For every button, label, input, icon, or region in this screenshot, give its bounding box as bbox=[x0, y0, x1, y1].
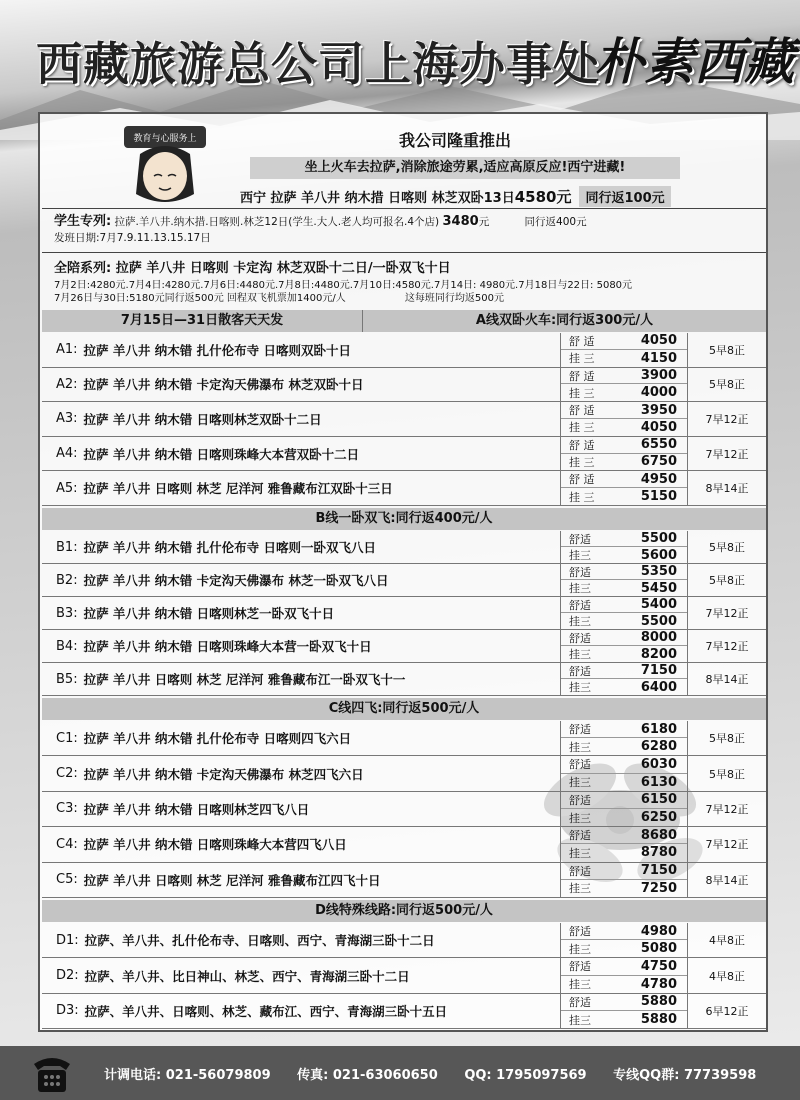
route-desc bbox=[56, 827, 347, 861]
route-row bbox=[42, 827, 766, 862]
price-row-standard bbox=[561, 1011, 687, 1028]
allroute-desc: 拉萨 羊八井 日喀则 卡定沟 林芝双卧十二日/一卧双飞十日 bbox=[115, 261, 451, 276]
route-code: C1: bbox=[56, 730, 78, 746]
route-row bbox=[42, 863, 766, 898]
meal-info: 5早8正 bbox=[709, 574, 745, 587]
route-text: 拉萨 羊八井 纳木错 卡定沟天佛瀑布 林芝一卧双飞八日 bbox=[83, 573, 389, 588]
price-row-standard bbox=[561, 880, 687, 897]
route-row bbox=[42, 564, 766, 597]
promo-price: 4580元 bbox=[514, 188, 572, 206]
route-text: 拉萨 羊八井 纳木错 扎什伦布寺 日喀则双卧十日 bbox=[83, 342, 351, 358]
price-value: 8200 bbox=[640, 646, 677, 662]
meal-info: 5早8正 bbox=[709, 541, 745, 554]
price-type: 舒适 bbox=[569, 723, 591, 737]
price-value: 6400 bbox=[640, 679, 677, 695]
price-type: 挂三 bbox=[569, 882, 591, 896]
price-cell bbox=[560, 471, 688, 505]
route-desc bbox=[56, 437, 359, 471]
price-type: 挂 三 bbox=[569, 455, 595, 469]
meal-info: 4早8正 bbox=[709, 934, 745, 948]
contact-qq-group: 专线QQ群: 77739598 bbox=[613, 1068, 757, 1083]
price-row-standard bbox=[561, 580, 687, 596]
price-cell bbox=[560, 333, 688, 367]
price-type: 舒适 bbox=[569, 598, 591, 612]
allroute-label: 全陪系列: bbox=[54, 261, 112, 276]
divider bbox=[42, 208, 766, 209]
route-text: 拉萨 羊八井 纳木错 卡定沟天佛瀑布 林芝四飞六日 bbox=[83, 766, 364, 782]
price-row-comfort bbox=[561, 756, 687, 773]
telephone-icon bbox=[30, 1052, 74, 1094]
meal-info: 7早12正 bbox=[705, 802, 749, 816]
price-type: 挂三 bbox=[569, 740, 591, 754]
price-value: 4150 bbox=[640, 350, 677, 366]
price-type: 挂三 bbox=[569, 1013, 591, 1027]
price-type: 挂三 bbox=[569, 978, 591, 992]
route-code: A5: bbox=[56, 480, 78, 496]
route-code: A1: bbox=[56, 342, 78, 358]
price-type: 挂三 bbox=[569, 681, 591, 694]
price-row-standard bbox=[561, 646, 687, 662]
route-desc bbox=[56, 792, 309, 826]
route-desc bbox=[56, 663, 405, 695]
price-value: 7250 bbox=[640, 880, 677, 896]
meal-info: 5早8正 bbox=[709, 732, 745, 746]
student-price: 3480 bbox=[442, 214, 479, 229]
route-row bbox=[42, 368, 766, 403]
route-desc bbox=[56, 863, 381, 897]
promo-route-text: 西宁 拉萨 羊八井 纳木措 日喀则 林芝双卧13日 bbox=[240, 191, 515, 206]
price-type: 舒适 bbox=[569, 793, 591, 807]
contact-fax: 传真: 021-63060650 bbox=[297, 1068, 438, 1083]
price-value: 6750 bbox=[640, 454, 677, 470]
price-type: 舒 适 bbox=[569, 473, 595, 487]
price-type: 舒适 bbox=[569, 960, 591, 974]
route-desc bbox=[56, 597, 334, 629]
student-label: 学生专列: bbox=[54, 214, 112, 229]
price-row-standard bbox=[561, 774, 687, 791]
student-section bbox=[54, 214, 754, 246]
meal-info: 4早8正 bbox=[709, 969, 745, 983]
route-text: 拉萨 羊八井 纳木错 日喀则林芝四飞八日 bbox=[83, 801, 310, 817]
route-text: 拉萨 羊八井 日喀则 林芝 尼洋河 雅鲁藏布江一卧双飞十一 bbox=[83, 672, 406, 687]
promo-route bbox=[240, 186, 671, 207]
price-row-standard bbox=[561, 419, 687, 436]
slogan-logo: 朴素西藏 bbox=[594, 33, 794, 91]
price-row-standard bbox=[561, 809, 687, 826]
price-type: 挂三 bbox=[569, 811, 591, 825]
price-type: 舒 适 bbox=[569, 334, 595, 348]
price-value: 5880 bbox=[640, 994, 677, 1010]
price-cell bbox=[560, 923, 688, 957]
section-a-right: A线双卧火车:同行返300元/人 bbox=[362, 310, 766, 332]
route-row bbox=[42, 958, 766, 993]
allroute-dates-line1: 7月2日:4280元.7月4日:4280元.7月6日:4480元.7月8日:4480元.7月10日:4580元.7月14日: 4980元.7月18日与22日: 5080元 bbox=[54, 280, 633, 291]
price-value: 6150 bbox=[640, 792, 677, 808]
contact-tel: 计调电话: 021-56079809 bbox=[104, 1068, 271, 1083]
route-text: 拉萨 羊八井 纳木错 日喀则珠峰大本营四飞八日 bbox=[83, 837, 347, 853]
price-row-standard bbox=[561, 679, 687, 695]
price-value: 5400 bbox=[640, 597, 677, 612]
price-value: 5450 bbox=[640, 580, 677, 596]
price-value: 4750 bbox=[640, 958, 677, 974]
price-value: 5080 bbox=[640, 941, 677, 957]
price-value: 4050 bbox=[640, 419, 677, 435]
meal-info: 5早8正 bbox=[709, 767, 745, 781]
route-desc bbox=[56, 333, 351, 367]
price-type: 舒适 bbox=[569, 631, 591, 645]
price-row-comfort bbox=[561, 792, 687, 809]
meal-info: 5早8正 bbox=[709, 378, 745, 392]
price-type: 挂三 bbox=[569, 942, 591, 956]
route-code: D2: bbox=[56, 968, 79, 984]
price-value: 4950 bbox=[640, 471, 677, 487]
route-desc bbox=[56, 958, 410, 992]
price-type: 舒适 bbox=[569, 829, 591, 843]
price-type: 挂 三 bbox=[569, 490, 595, 504]
route-row bbox=[42, 630, 766, 663]
price-cell bbox=[560, 863, 688, 897]
price-value: 6550 bbox=[640, 437, 677, 453]
footer bbox=[0, 1046, 800, 1100]
route-desc bbox=[56, 471, 393, 505]
page-title: 西藏旅游总公司上海办事处 bbox=[36, 37, 600, 91]
price-cell bbox=[560, 721, 688, 755]
route-desc bbox=[56, 630, 372, 662]
route-row bbox=[42, 437, 766, 472]
price-row-comfort bbox=[561, 531, 687, 547]
route-desc bbox=[56, 368, 363, 402]
route-row bbox=[42, 721, 766, 756]
route-code: B5: bbox=[56, 671, 78, 687]
price-cell bbox=[560, 630, 688, 662]
route-row bbox=[42, 792, 766, 827]
price-row-comfort bbox=[561, 564, 687, 580]
meal-info: 7早12正 bbox=[705, 412, 749, 426]
route-text: 拉萨 羊八井 纳木错 日喀则林芝一卧双飞十日 bbox=[83, 606, 335, 621]
price-row-comfort bbox=[561, 368, 687, 385]
price-row-comfort bbox=[561, 597, 687, 613]
route-code: B2: bbox=[56, 572, 78, 588]
price-cell bbox=[560, 597, 688, 629]
contact-info bbox=[104, 1064, 778, 1083]
route-code: C3: bbox=[56, 801, 78, 817]
price-row-standard bbox=[561, 350, 687, 367]
student-rebate-unit: 元 bbox=[576, 216, 587, 228]
price-row-comfort bbox=[561, 958, 687, 975]
price-cell bbox=[560, 402, 688, 436]
price-row-comfort bbox=[561, 923, 687, 940]
price-row-standard bbox=[561, 844, 687, 861]
route-row bbox=[42, 531, 766, 564]
price-row-comfort bbox=[561, 994, 687, 1011]
price-value: 6030 bbox=[640, 756, 677, 772]
price-type: 舒适 bbox=[569, 995, 591, 1009]
price-cell bbox=[560, 994, 688, 1028]
meal-info: 7早12正 bbox=[705, 838, 749, 852]
price-row-comfort bbox=[561, 721, 687, 738]
price-row-standard bbox=[561, 738, 687, 755]
price-cell bbox=[560, 663, 688, 695]
price-row-standard bbox=[561, 940, 687, 957]
price-row-standard bbox=[561, 976, 687, 993]
section-a-header bbox=[42, 310, 766, 332]
price-cell bbox=[560, 756, 688, 790]
price-value: 6250 bbox=[640, 810, 677, 826]
route-desc bbox=[56, 756, 364, 790]
route-row bbox=[42, 923, 766, 958]
price-value: 5150 bbox=[640, 489, 677, 505]
route-text: 拉萨 羊八井 纳木错 扎什伦布寺 日喀则一卧双飞八日 bbox=[83, 540, 376, 555]
route-text: 拉萨 羊八井 日喀则 林芝 尼洋河 雅鲁藏布江四飞十日 bbox=[83, 872, 381, 888]
student-dates: 发班日期:7月7.9.11.13.15.17日 bbox=[54, 232, 211, 244]
route-code: A3: bbox=[56, 411, 78, 427]
section-d-header: D线特殊线路:同行返500元/人 bbox=[42, 900, 766, 922]
price-type: 挂三 bbox=[569, 648, 591, 661]
price-value: 6280 bbox=[640, 739, 677, 755]
price-row-comfort bbox=[561, 663, 687, 679]
meal-info: 6早12正 bbox=[705, 1004, 749, 1018]
meal-info: 7早12正 bbox=[705, 447, 749, 461]
route-text: 拉萨、羊八井、日喀则、林芝、藏布江、西宁、青海湖三卧十五日 bbox=[84, 1003, 448, 1019]
price-type: 舒适 bbox=[569, 532, 591, 546]
price-value: 5600 bbox=[640, 547, 677, 563]
student-price-unit: 元 bbox=[478, 216, 490, 228]
route-code: A4: bbox=[56, 446, 78, 462]
price-type: 舒适 bbox=[569, 664, 591, 678]
price-value: 4780 bbox=[640, 976, 677, 992]
price-cell bbox=[560, 368, 688, 402]
price-row-standard bbox=[561, 454, 687, 471]
price-value: 5500 bbox=[640, 613, 677, 629]
contact-qq: QQ: 1795097569 bbox=[464, 1068, 587, 1083]
route-text: 拉萨 羊八井 纳木错 日喀则珠峰大本营一卧双飞十日 bbox=[83, 639, 372, 654]
allroute-dates-line2a: 7月26日与30日:5180元同行返500元 回程双飞机票加1400元/人 bbox=[54, 293, 346, 304]
allroute-dates bbox=[54, 279, 759, 305]
route-desc bbox=[56, 531, 376, 563]
meal-info: 7早12正 bbox=[705, 607, 749, 620]
price-value: 6130 bbox=[640, 774, 677, 790]
price-type: 挂三 bbox=[569, 549, 591, 562]
section-b-header: B线一卧双飞:同行返400元/人 bbox=[42, 508, 766, 530]
route-desc bbox=[56, 994, 447, 1028]
route-code: D1: bbox=[56, 932, 79, 948]
price-value: 8680 bbox=[640, 827, 677, 843]
route-text: 拉萨、羊八井、比日神山、林芝、西宁、青海湖三卧十二日 bbox=[84, 968, 410, 984]
price-type: 挂 三 bbox=[569, 352, 595, 366]
price-value: 7150 bbox=[640, 663, 677, 678]
price-row-standard bbox=[561, 384, 687, 401]
price-type: 挂三 bbox=[569, 846, 591, 860]
price-cell bbox=[560, 792, 688, 826]
route-desc bbox=[56, 564, 389, 596]
route-code: B1: bbox=[56, 539, 78, 555]
meal-info: 5早8正 bbox=[709, 343, 745, 357]
route-code: D3: bbox=[56, 1003, 79, 1019]
route-text: 拉萨 羊八井 纳木错 日喀则林芝双卧十二日 bbox=[83, 411, 322, 427]
price-type: 舒适 bbox=[569, 925, 591, 939]
mascot-sign-text: 教育与心服务上 bbox=[133, 134, 197, 144]
price-row-comfort bbox=[561, 471, 687, 488]
price-row-standard bbox=[561, 547, 687, 563]
promo-subtitle: 坐上火车去拉萨,消除旅途劳累,适应高原反应!西宁进藏! bbox=[250, 157, 680, 179]
route-desc bbox=[56, 721, 351, 755]
price-cell bbox=[560, 827, 688, 861]
route-code: B4: bbox=[56, 638, 78, 654]
route-text: 拉萨 羊八井 纳木错 扎什伦布寺 日喀则四飞六日 bbox=[83, 731, 352, 747]
route-text: 拉萨 羊八井 纳木错 日喀则珠峰大本营双卧十二日 bbox=[83, 446, 360, 462]
meal-info: 8早14正 bbox=[705, 482, 749, 496]
allroute-title bbox=[54, 257, 451, 276]
divider bbox=[42, 252, 766, 253]
price-value: 5880 bbox=[640, 1012, 677, 1028]
student-rebate-text: 同行返 bbox=[524, 216, 557, 228]
price-type: 舒 适 bbox=[569, 369, 595, 383]
price-row-standard bbox=[561, 488, 687, 505]
price-value: 8000 bbox=[640, 630, 677, 645]
price-row-comfort bbox=[561, 333, 687, 350]
route-row bbox=[42, 333, 766, 368]
price-value: 8780 bbox=[640, 845, 677, 861]
header bbox=[36, 22, 796, 92]
price-value: 4050 bbox=[640, 333, 677, 349]
price-cell bbox=[560, 564, 688, 596]
route-code: A2: bbox=[56, 376, 78, 392]
price-cell bbox=[560, 437, 688, 471]
price-value: 3900 bbox=[640, 367, 677, 383]
price-row-comfort bbox=[561, 863, 687, 880]
price-row-standard bbox=[561, 613, 687, 629]
price-type: 舒 适 bbox=[569, 404, 595, 418]
student-desc: 拉萨.羊八井.纳木措.日喀则.林芝12日(学生.大人.老人均可报名.4个店) bbox=[114, 216, 440, 228]
route-code: B3: bbox=[56, 605, 78, 621]
price-type: 舒 适 bbox=[569, 438, 595, 452]
route-code: C5: bbox=[56, 872, 78, 888]
promo-rebate: 同行返100元 bbox=[579, 186, 670, 207]
price-value: 4000 bbox=[640, 385, 677, 401]
student-rebate-value: 400 bbox=[556, 216, 577, 228]
price-value: 3950 bbox=[640, 402, 677, 418]
price-value: 5350 bbox=[640, 564, 677, 579]
route-row bbox=[42, 402, 766, 437]
section-c-header: C线四飞:同行返500元/人 bbox=[42, 698, 766, 720]
meal-info: 8早14正 bbox=[705, 873, 749, 887]
price-type: 挂三 bbox=[569, 615, 591, 628]
meal-info: 7早12正 bbox=[705, 640, 749, 653]
price-type: 挂 三 bbox=[569, 421, 595, 435]
price-type: 舒适 bbox=[569, 864, 591, 878]
route-text: 拉萨 羊八井 日喀则 林芝 尼洋河 雅鲁藏布江双卧十三日 bbox=[83, 481, 393, 497]
price-value: 5500 bbox=[640, 531, 677, 546]
price-value: 7150 bbox=[640, 863, 677, 879]
price-type: 挂三 bbox=[569, 776, 591, 790]
price-row-comfort bbox=[561, 827, 687, 844]
route-desc bbox=[56, 923, 435, 957]
price-type: 挂三 bbox=[569, 582, 591, 595]
route-code: C2: bbox=[56, 766, 78, 782]
route-row bbox=[42, 597, 766, 630]
route-code: C4: bbox=[56, 836, 78, 852]
price-type: 舒适 bbox=[569, 758, 591, 772]
allroute-dates-line2b: 这每班同行均返500元 bbox=[404, 293, 504, 304]
price-cell bbox=[560, 958, 688, 992]
price-row-comfort bbox=[561, 437, 687, 454]
price-type: 舒适 bbox=[569, 565, 591, 579]
route-desc bbox=[56, 402, 322, 436]
promo-title: 我公司隆重推出 bbox=[398, 131, 511, 150]
price-type: 挂 三 bbox=[569, 386, 595, 400]
route-text: 拉萨、羊八井、扎什伦布寺、日喀则、西宁、青海湖三卧十二日 bbox=[84, 933, 435, 949]
price-cell bbox=[560, 531, 688, 563]
price-row-comfort bbox=[561, 630, 687, 646]
meal-info: 8早14正 bbox=[705, 673, 749, 686]
price-value: 6180 bbox=[640, 721, 677, 737]
route-text: 拉萨 羊八井 纳木错 卡定沟天佛瀑布 林芝双卧十日 bbox=[83, 377, 364, 393]
price-row-comfort bbox=[561, 402, 687, 419]
section-a-left: 7月15日—31日散客天天发 bbox=[120, 313, 284, 328]
route-row bbox=[42, 994, 766, 1029]
route-row bbox=[42, 471, 766, 506]
route-row bbox=[42, 756, 766, 791]
price-value: 4980 bbox=[640, 923, 677, 939]
route-row bbox=[42, 663, 766, 696]
